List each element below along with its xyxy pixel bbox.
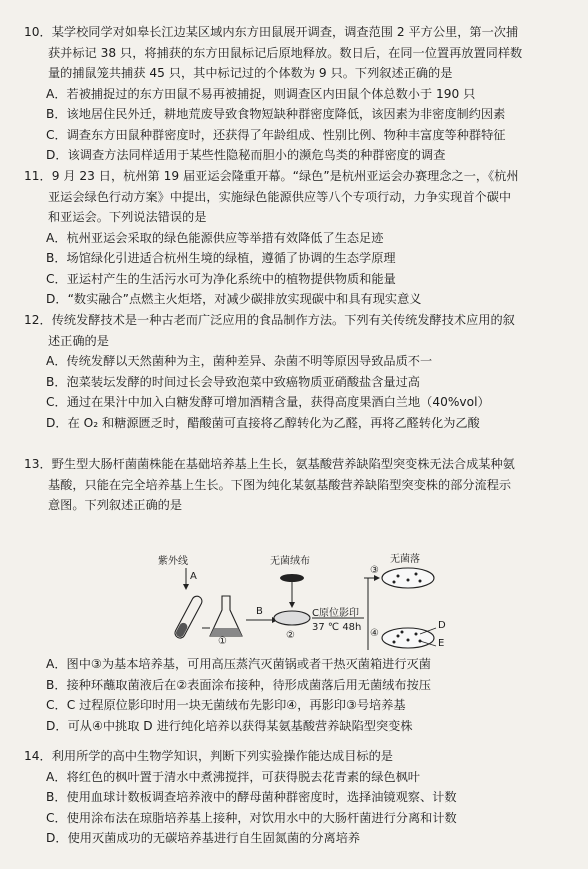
option-c: C．C 过程原位影印时用一块无菌绒布先影印④，再影印③号培养基: [46, 698, 406, 712]
test-tube-icon: [173, 594, 203, 639]
colony-label: 无菌落: [390, 554, 420, 565]
question-14: [24, 746, 580, 849]
label-e: E: [438, 638, 445, 649]
question-stem-line: 获并标记 38 只，将捕获的东方田鼠标记后原地释放。数日后，在同一位置再放置同样数: [48, 45, 523, 60]
option-a: A．图中③为基本培养基，可用高压蒸汽灭菌锅或者干热灭菌箱进行灭菌: [46, 657, 431, 671]
option-d: D．“数实融合”点燃主火炬塔，对减少碳排放实现碳中和具有现实意义: [46, 292, 422, 306]
uv-arrowhead: [183, 584, 189, 590]
plate-4-icon: [382, 628, 434, 648]
option-b: B．使用血球计数板调查培养液中的酵母菌种群密度时，选择油镜观察、计数: [46, 790, 457, 804]
option-d: D．在 O₂ 和糖源匮乏时，醋酸菌可直接将乙醇转化为乙醛，再将乙醛转化为乙酸: [46, 415, 480, 430]
option-b: B．该地居住民外迁，耕地荒废导致食物短缺种群密度降低，该因素为非密度制约因素: [46, 107, 506, 121]
option-c: C．调查东方田鼠种群密度时，还获得了年龄组成、性别比例、物种丰富度等种群特征: [46, 127, 506, 142]
question-stem-line: 意图。下列叙述正确的是: [48, 498, 183, 512]
velvet-icon: [280, 574, 304, 582]
label-a: A: [190, 571, 197, 582]
option-b: B．泡菜装坛发酵的时间过长会导致泡菜中致癌物质亚硝酸盐含量过高: [46, 374, 420, 389]
option-c: C．使用涂布法在琼脂培养基上接种，对饮用水中的大肠杆菌进行分离和计数: [46, 810, 457, 825]
question-12: [24, 310, 580, 433]
label-d: D: [438, 620, 446, 631]
question-stem-line: 亚运会绿色行动方案》中提出，实施绿色能源供应等八个专项行动，力争实现首个碳中: [48, 189, 512, 204]
question-stem-line: 11．9 月 23 日，杭州第 19 届亚运会隆重开幕。“绿色”是杭州亚运会办赛理念之一，《杭州: [24, 169, 519, 183]
question-stem-line: 13．野生型大肠杆菌菌株能在基础培养基上生长，氨基酸营养缺陷型突变株无法合成某种氨: [24, 457, 515, 471]
option-c: C．亚运村产生的生活污水可为净化系统中的植物提供物质和能量: [46, 271, 396, 286]
option-a: A．杭州亚运会采取的绿色能源供应等举措有效降低了生态足迹: [46, 230, 384, 245]
label-c: C原位影印: [312, 608, 359, 619]
question-stem-line: 12．传统发酵技术是一种古老而广泛应用的食品制作方法。下列有关传统发酵技术应用的叙: [24, 313, 515, 327]
option-b: B．场馆绿化引进适合杭州生境的绿植，遵循了协调的生态学原理: [46, 251, 396, 265]
flask-number: ①: [218, 636, 227, 647]
option-d: D．可从④中挑取 D 进行纯化培养以获得某氨基酸营养缺陷型突变株: [46, 718, 413, 733]
option-a: A．将红色的枫叶置于清水中煮沸搅拌，可获得脱去花青素的绿色枫叶: [46, 769, 420, 784]
plate-3-number: ③: [370, 565, 379, 576]
question-13: [24, 454, 580, 516]
question-stem-line: 和亚运会。下列说法错误的是: [48, 210, 207, 224]
option-a: A．若被捕捉过的东方田鼠不易再被捕捉，则调查区内田鼠个体总数小于 190 只: [46, 86, 476, 101]
question-11: [24, 166, 580, 310]
plate-4-number: ④: [370, 628, 379, 639]
question-10: [24, 22, 580, 166]
plate-2-number: ②: [286, 630, 295, 641]
option-c: C．通过在果汁中加入白糖发酵可增加酒精含量，获得高度果酒白兰地（40%vol）: [46, 395, 490, 409]
uv-label: 紫外线: [158, 556, 188, 567]
velvet-label: 无菌绒布: [270, 556, 310, 567]
question-stem-line: 10．某学校同学对如皋长江边某区域内东方田鼠展开调查，调查范围 2 平方公里，第一次捕: [24, 25, 519, 39]
bacteria-replica-plating-figure: [150, 538, 450, 650]
question-stem-line: 基酸，只能在完全培养基上生长。下图为纯化某氨基酸营养缺陷型突变株的部分流程示: [48, 477, 512, 492]
question-13-options: [24, 654, 580, 736]
option-d: D．使用灭菌成功的无碳培养基进行自生固氮菌的分离培养: [46, 831, 361, 845]
label-b: B: [256, 606, 263, 617]
plate-3-icon: [382, 568, 434, 588]
option-a: A．传统发酵以天然菌种为主，菌种差异、杂菌不明等原因导致品质不一: [46, 354, 433, 368]
option-d: D．该调查方法同样适用于某些性隐秘而胆小的濒危鸟类的种群密度的调查: [46, 148, 446, 162]
condition-label: 37 ℃ 48h: [312, 622, 362, 633]
question-stem-line: 14．利用所学的高中生物学知识，判断下列实验操作能达成目标的是: [24, 749, 393, 763]
question-stem-line: 量的捕鼠笼共捕获 45 只，其中标记过的个体数为 9 只。下列叙述正确的是: [48, 66, 453, 80]
question-stem-line: 述正确的是: [48, 333, 109, 348]
option-b: B．接种环蘸取菌液后在②表面涂布接种，待形成菌落后用无菌绒布按压: [46, 677, 431, 692]
plate-2-icon: [274, 611, 310, 625]
